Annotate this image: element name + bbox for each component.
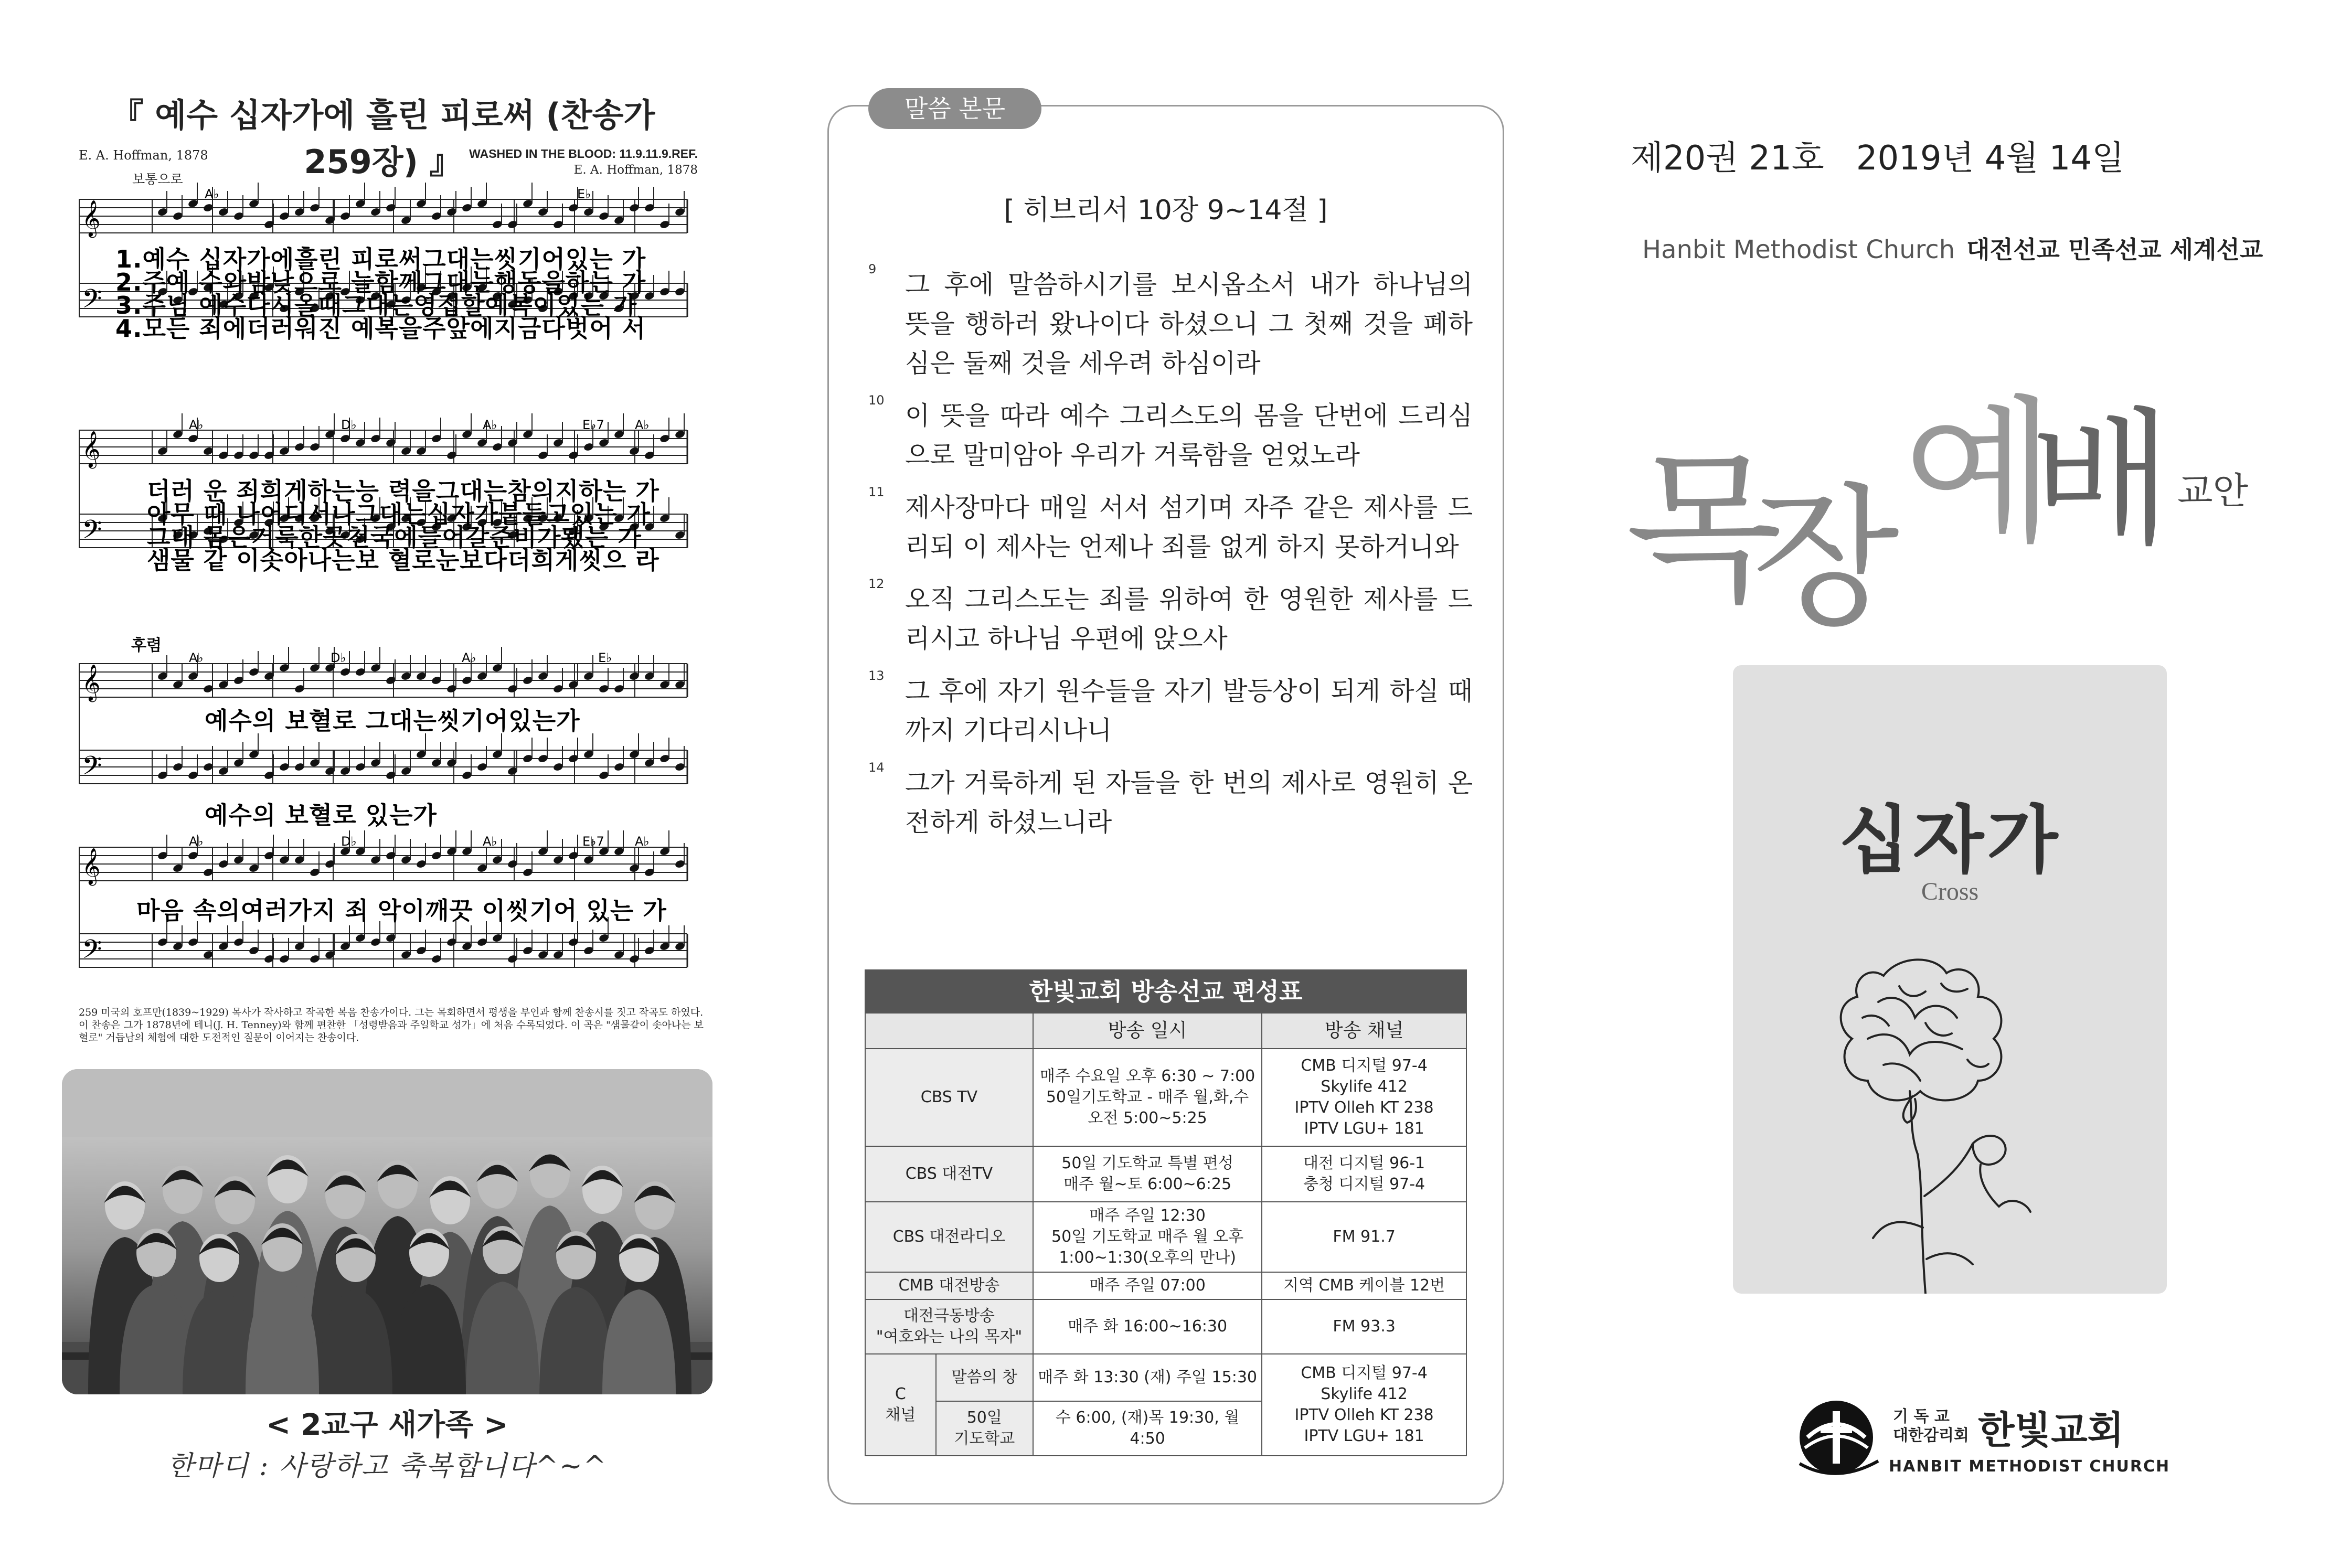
program-name: CMB 대전방송 [865,1272,1033,1299]
program-time: 50일 기도학교 특별 편성 매주 월~토 6:00~6:25 [1033,1146,1262,1202]
hymn-title: 『 예수 십자가에 흘린 피로써 (찬송가 259장) 』 [111,96,655,181]
logo-church-name: 한빛교회 [1978,1408,2124,1452]
verse-line-4b: 샘물 같 이솟아나는보 혈로눈보다더희게씻으 라 [147,546,659,574]
scripture-tab: 말씀 본문 [868,88,1041,129]
verse-number: 14 [868,760,885,775]
carnation-illustration [1805,934,2099,1294]
photo-comment: 한마디 : 사랑하고 축복합니다^~^ [167,1450,608,1482]
verse-line-3b: 그대 몸은거룩한곳천국에들어갈준비가됐는 가 [147,523,642,551]
program-channel: FM 91.7 [1262,1202,1466,1272]
hymn-meta [430,146,698,178]
verse-line-2: 2.주예 수와밤낮으로 늘함께그대는행동을하는 가 [115,268,646,296]
chord-label: A♭ [189,650,204,665]
clef-symbol: 𝄞 [82,664,101,701]
refrain-line: 예수의 보혈로 그대는씻기어있는가 [205,707,580,735]
group-photo-illustration [62,1069,712,1394]
c-channel-label: C 채널 [865,1354,936,1456]
program-channel: FM 93.3 [1262,1299,1466,1354]
verse-number: 13 [868,668,885,683]
cover-title-char: 장 [1752,470,1900,647]
program-channel: CMB 디지털 97-4 Skylife 412 IPTV Olleh KT 238 IPTV LGU+ 181 [1262,1049,1466,1146]
cross-title-ko: 십자가 [1838,797,2061,883]
program-name: CBS 대전라디오 [865,1202,1033,1272]
group-photo [62,1069,712,1394]
clef-symbol: 𝄢 [82,284,102,321]
verse-text: 그 후에 자기 원수들을 자기 발등상이 되게 하실 때까지 기다리시나니 [905,676,1473,745]
hymn-meter: WASHED IN THE BLOOD: 11.9.11.9.REF. [469,147,698,161]
refrain-label: 후렴 [131,636,162,655]
people-figures [88,1150,691,1394]
program-time: 매주 화 13:30 (재) 주일 15:30 [1033,1354,1262,1401]
logo-small-1: 기 독 교 [1893,1407,1950,1426]
chord-label: D♭ [331,650,346,665]
chord-label: A♭ [635,834,650,849]
chord-label: A♭ [462,650,476,665]
chord-label: E♭7 [582,834,604,849]
verse-text: 그 후에 말씀하시기를 보시옵소서 내가 하나님의 뜻을 행하러 왔나이다 하셨으니 그 첫째 것을 폐하심은 둘째 것을 세우려 하심이라 [905,270,1473,378]
issue-info: 제20권 21호 2019년 4월 14일 [1631,139,2124,178]
cover-title-char: 예 [1903,381,2056,564]
hymn-composer-right: E. A. Hoffman, 1878 [573,163,698,177]
program-channel: CMB 디지털 97-4 Skylife 412 IPTV Olleh KT 238 IPTV LGU+ 181 [1262,1354,1466,1456]
sheet-music [79,178,703,997]
verse-number: 10 [868,393,885,408]
verse-number: 12 [868,577,885,591]
cross-title-en: Cross [1921,878,1979,905]
chord-label: E♭7 [582,418,604,432]
logo-small-2: 대한감리회 [1893,1426,1969,1445]
chord-label: A♭ [205,187,219,201]
chord-label: A♭ [189,418,204,432]
verse-line-1: 1.예수 십자가에흘린 피로써그대는씻기어있는 가 [115,245,646,273]
logo-denomination [1893,1407,1969,1445]
verse-line-3: 3.주님 예수다시올때그대는영접할예복이있는 가 [115,291,637,319]
clef-symbol: 𝄢 [82,515,102,551]
program-name: 대전극동방송 "여호와는 나의 목자" [865,1299,1033,1354]
program-name: CBS TV [865,1049,1033,1146]
hymn-note: 259 미국의 호프만(1839~1929) 목사가 작사하고 작곡한 복음 찬송가이다. 그는 목회하면서 평생을 부인과 함께 찬송시를 짓고 작곡도 하였다. 이 찬송은 그가 1878년에 테니(J. H. Tenney)와 함께 편찬한 「성령받음과 주일학교 성가」에 처음 수록되었다. 이 곡은 "샘물같이 솟아나는 보혈로" 거듭남의 체험에 대한 도전적인 질문이 이어지는 찬송이다. [79,1007,704,1043]
church-name-en: Hanbit Methodist Church [1642,235,1955,264]
chord-label: A♭ [483,834,497,849]
header-time: 방송 일시 [1033,1013,1262,1049]
verse-text: 제사장마다 매일 서서 섬기며 자주 같은 제사를 드리되 이 제사는 언제나 죄를 없게 하지 못하거니와 [905,493,1473,562]
program-time: 매주 수요일 오후 6:30 ~ 7:00 50일기도학교 - 매주 월,화,수 오전 5:00~5:25 [1033,1049,1262,1146]
broadcast-table [865,969,1467,1456]
cover-title-char: 배 [2030,394,2173,566]
verse-text: 이 뜻을 따라 예수 그리스도의 몸을 단번에 드리심으로 말미암아 우리가 거룩함을 얻었노라 [905,401,1473,470]
chord-label: E♭ [598,650,612,665]
program-time: 매주 주일 12:30 50일 기도학교 매주 월 오후 1:00~1:30(오후의 만나) [1033,1202,1262,1272]
c-channel-sub: 말씀의 창 [936,1354,1033,1401]
clef-symbol: 𝄞 [82,431,101,467]
verse-line-2b: 아무 때 나어디서나그대는십자가붙들고있는 가 [147,500,651,528]
refrain-final-line: 마음 속의여러가지 죄 악이깨끗 이씻기어 있는 가 [136,897,667,925]
program-channel: 지역 CMB 케이블 12번 [1262,1272,1466,1299]
clef-symbol: 𝄢 [82,751,102,787]
chord-label: E♭ [577,187,591,201]
program-channel: 대전 디지털 96-1 충청 디지털 97-4 [1262,1146,1466,1202]
chord-label: A♭ [635,418,650,432]
verse-number: 9 [868,262,877,276]
hymn-composer-left: E. A. Hoffman, 1878 [79,148,208,163]
chord-label: A♭ [483,418,497,432]
program-name: CBS 대전TV [865,1146,1033,1202]
chord-label: D♭ [341,834,357,849]
cover-title-char: 목 [1625,435,1783,625]
hymn-tempo: 보통으로 [132,172,183,187]
logo-church-name-en: HANBIT METHODIST CHURCH [1889,1457,2171,1476]
photo-caption: < 2교구 새가족 > [266,1408,508,1442]
verse-number: 11 [868,485,885,499]
verse-line-1b: 더러 운 죄희게하는능 력을그대는참의지하는 가 [147,477,659,505]
verse-text: 오직 그리스도는 죄를 위하여 한 영원한 제사를 드리시고 하나님 우편에 앉으사 [905,584,1473,654]
verse-text: 그가 거룩하게 된 자들을 한 번의 제사로 영원히 온전하게 하셨느니라 [905,768,1473,837]
chord-label: D♭ [341,418,357,432]
cover-title-suffix: 교안 [2177,470,2249,513]
clef-symbol: 𝄞 [82,200,101,237]
refrain-bass-line: 예수의 보혈로 있는가 [205,801,437,829]
header-blank [865,1013,1033,1049]
clef-symbol: 𝄞 [82,848,101,884]
clef-symbol: 𝄢 [82,934,102,971]
church-line [1642,231,2263,265]
program-time: 수 6:00, (재)목 19:30, 월 4:50 [1033,1401,1262,1456]
chord-label: A♭ [189,834,204,849]
scripture-reference: [ 히브리서 10장 9~14절 ] [1004,195,1328,226]
program-time: 매주 화 16:00~16:30 [1033,1299,1262,1354]
header-channel: 방송 채널 [1262,1013,1466,1049]
verse-line-4: 4.모든 죄에더러워진 예복을주앞에지금다벗어 서 [115,314,646,343]
program-time: 매주 주일 07:00 [1033,1272,1262,1299]
c-channel-sub: 50일 기도학교 [936,1401,1033,1456]
mission-statement: 대전선교 민족선교 세계선교 [1966,236,2263,264]
broadcast-title: 한빛교회 방송선교 편성표 [865,970,1466,1013]
